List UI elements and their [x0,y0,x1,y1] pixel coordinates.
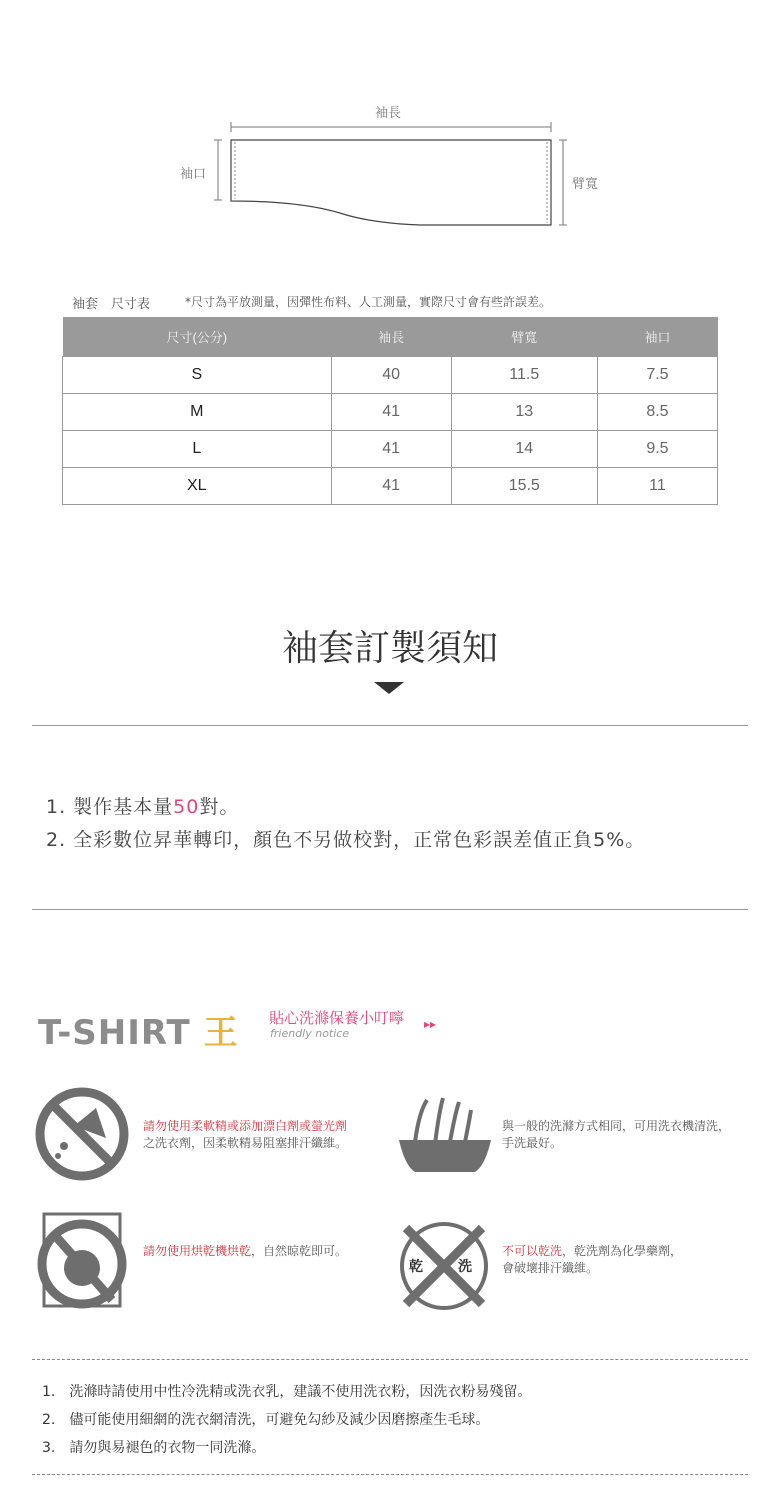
cell-cuff: 11 [597,468,717,505]
no-tumble-dry-icon [34,1208,130,1312]
care-tip-4-line2: 會破壞排汗纖維。 [502,1261,599,1275]
table-row [63,431,718,468]
header-length: 袖長 [331,317,451,357]
cell-width: 11.5 [451,357,597,394]
no-softener-icon [34,1086,130,1182]
cell-length: 40 [331,357,451,394]
cell-size: M [63,394,332,431]
cell-cuff: 7.5 [597,357,717,394]
care-tip-3 [143,1243,347,1260]
cell-length: 41 [331,431,451,468]
table-row [63,357,718,394]
arrows-icon: ▸▸ [424,1017,437,1031]
size-table-title: 袖套 尺寸表 [72,297,151,312]
care-tagline-en: friendly notice [270,1027,350,1040]
brand-text: T-SHIRT [38,1013,191,1053]
care-list-item-1: 1. 洗滌時請使用中性冷洗精或洗衣乳，建議不使用洗衣粉，因洗衣粉易殘留。 [42,1384,532,1400]
dashed-divider [32,1474,748,1475]
header-cuff: 袖口 [597,317,717,357]
cell-length: 41 [331,468,451,505]
care-list-item-3: 3. 請勿與易褪色的衣物一同洗滌。 [42,1440,266,1456]
cell-cuff: 9.5 [597,431,717,468]
header-width: 臂寬 [451,317,597,357]
care-tip-3-red: 請勿使用烘乾機烘乾 [143,1244,252,1258]
divider [32,725,748,726]
size-table-header [63,317,718,357]
header-size: 尺寸(公分) [63,317,332,357]
size-table [62,317,718,505]
down-arrow-icon [374,682,404,696]
divider [32,909,748,910]
brand-logo [38,1005,239,1054]
care-tip-2 [502,1118,730,1152]
care-list-item-2: 2. 儘可能使用細網的洗衣網清洗，可避免勾紗及減少因磨擦產生毛球。 [42,1412,490,1428]
hand-wash-icon [395,1092,495,1174]
care-tip-1-line1: 請勿使用柔軟精或添加漂白劑或螢光劑 [143,1119,348,1133]
care-tip-4-rest: ，乾洗劑為化學藥劑， [562,1244,683,1258]
dashed-divider [32,1359,748,1360]
table-row [63,394,718,431]
length-label: 袖長 [375,106,402,121]
care-tip-4 [502,1243,682,1277]
cell-width: 14 [451,431,597,468]
brand-king: 王 [203,1013,239,1053]
size-table-note: *尺寸為平放測量，因彈性布料、人工測量，實際尺寸會有些許誤差。 [185,295,552,309]
cell-size: XL [63,468,332,505]
cell-size: L [63,431,332,468]
notice-heading: 袖套訂製須知 [281,628,498,669]
care-tip-2-line2: 手洗最好。 [502,1136,563,1150]
care-tagline: 貼心洗滌保養小叮嚀 [269,1009,405,1027]
cell-width: 15.5 [451,468,597,505]
width-label: 臂寬 [572,177,599,192]
care-tip-1 [143,1118,347,1152]
notice-item-2: 2. 全彩數位昇華轉印，顏色不另做校對，正常色彩誤差值正負5%。 [46,829,646,851]
notice-item-1-suffix: 對。 [199,796,240,818]
cell-width: 13 [451,394,597,431]
cell-size: S [63,357,332,394]
care-tip-1-line2: 之洗衣劑，因柔軟精易阻塞排汗纖維。 [143,1136,348,1150]
dry-char-2: 洗 [458,1259,472,1275]
notice-item-1-highlight: 50 [173,796,200,818]
care-tip-4-red: 不可以乾洗 [502,1244,563,1258]
cuff-label: 袖口 [180,167,207,182]
care-tip-2-line1: 與一般的洗滌方式相同，可用洗衣機清洗， [502,1119,731,1133]
sleeve-outline [200,115,580,235]
table-row [63,468,718,505]
dry-char-1: 乾 [409,1259,423,1275]
notice-item-1-prefix: 1. 製作基本量 [46,796,174,818]
cell-length: 41 [331,394,451,431]
care-tip-3-rest: ，自然晾乾即可。 [251,1244,348,1258]
notice-item-1 [46,792,239,819]
cell-cuff: 8.5 [597,394,717,431]
